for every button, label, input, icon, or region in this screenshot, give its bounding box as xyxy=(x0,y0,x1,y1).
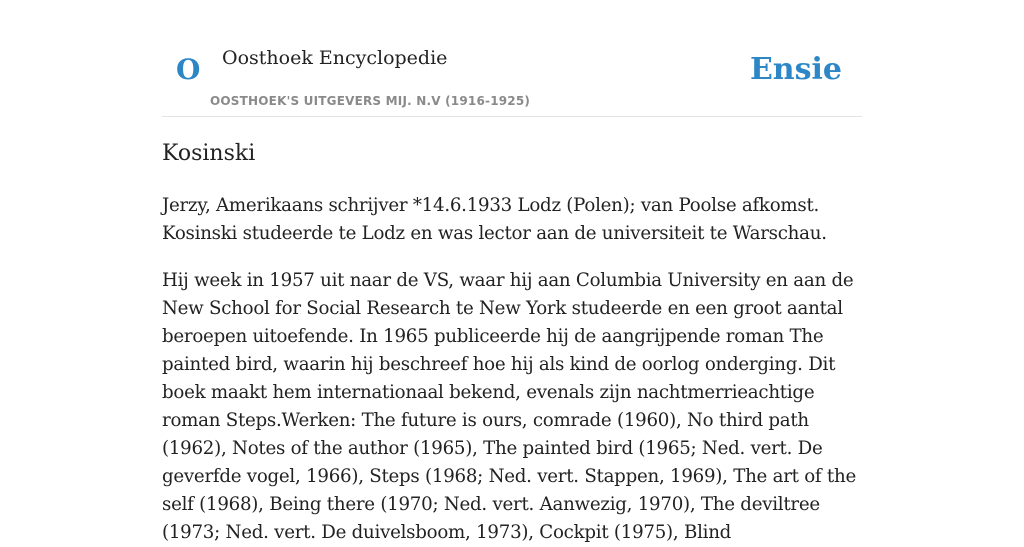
site-logo[interactable]: O xyxy=(176,53,201,86)
site-title[interactable]: Oosthoek Encyclopedie xyxy=(222,47,448,69)
site-header xyxy=(162,0,862,117)
article-paragraph-2: Hij week in 1957 uit naar de VS, waar hij aan Columbia University en aan de New School for Social Research te New York studeerde en een groot aantal beroepen uitoefende. In 1965 publiceerde hij de aangrijpende roman The painted bird, waarin hij beschreef hoe hij als kind de oorlog onderging. Dit boek maakt hem internationaal bekend, evenals zijn nachtmerrieachtige roman Steps.Werken: The future is ours, comrade (1960), No third path (1962), Notes of the author (1965), The painted bird (1965; Ned. vert. De geverfde vogel, 1966), Steps (1968; Ned. vert. Stappen, 1969), The art of the self (1968), Being there (1970; Ned. vert. Aanwezig, 1970), The deviltree (1973; Ned. vert. De duivelsboom, 1973), Cockpit (1975), Blind xyxy=(162,270,856,543)
site-subtitle: OOSTHOEK'S UITGEVERS MIJ. N.V (1916-1925) xyxy=(210,94,531,108)
article xyxy=(162,138,862,547)
article-paragraph-1: Jerzy, Amerikaans schrijver *14.6.1933 Lodz (Polen); van Poolse afkomst. Kosinski studeerde te Lodz en was lector aan de universiteit te Warschau. xyxy=(162,195,827,244)
article-title: Kosinski xyxy=(162,141,256,166)
brand-logo[interactable]: Ensie xyxy=(749,52,842,87)
